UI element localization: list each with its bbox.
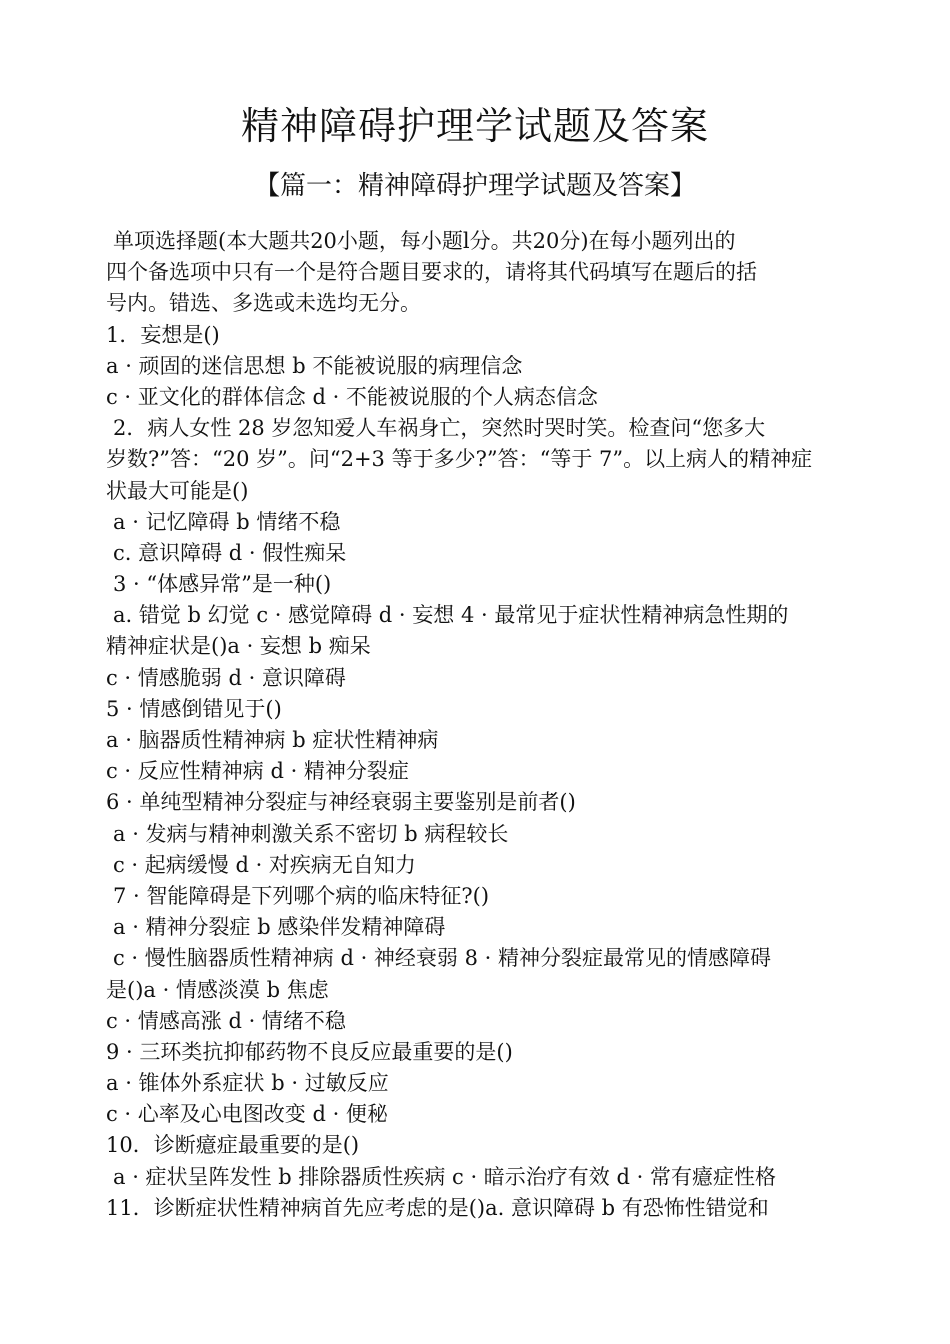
- text-line: 6 · 单纯型精神分裂症与神经衰弱主要鉴别是前者(): [106, 790, 576, 815]
- text-line: 5 · 情感倒错见于(): [106, 696, 282, 721]
- text-line: 四个备选项中只有一个是符合题目要求的，请将其代码填写在题后的括: [106, 260, 757, 285]
- text-line: a. 错觉 b 幻觉 c · 感觉障碍 d · 妄想 4 · 最常见于症状性精神病急性期的: [113, 603, 789, 628]
- text-line: 7 · 智能障碍是下列哪个病的临床特征?(): [113, 883, 490, 908]
- text-line: c · 亚文化的群体信念 d · 不能被说服的个人病态信念: [106, 384, 598, 409]
- text-line: 是()a · 情感淡漠 b 焦虑: [106, 977, 329, 1002]
- text-line: a · 锥体外系症状 b · 过敏反应: [106, 1071, 389, 1096]
- text-line: c · 反应性精神病 d · 精神分裂症: [106, 759, 409, 784]
- text-line: c · 情感高涨 d · 情绪不稳: [106, 1008, 346, 1033]
- text-line: c · 心率及心电图改变 d · 便秘: [106, 1102, 388, 1127]
- document-title: 精神障碍护理学试题及答案: [240, 104, 709, 148]
- text-line: 单项选择题(本大题共20小题，每小题l分。共20分)在每小题列出的: [113, 229, 736, 253]
- text-line: 3 · “体感异常”是一种(): [113, 572, 332, 597]
- text-line: 岁数?”答：“20 岁”。问“2+3 等于多少?”答：“等于 7”。以上病人的精神症: [106, 447, 813, 472]
- text-line: 9 · 三环类抗抑郁药物不良反应最重要的是(): [106, 1039, 513, 1064]
- text-line: c · 情感脆弱 d · 意识障碍: [106, 665, 346, 690]
- text-line: c · 起病缓慢 d · 对疾病无自知力: [113, 852, 416, 877]
- text-line: 状最大可能是(): [106, 478, 249, 503]
- text-line: 2．病人女性 28 岁忽知爱人车祸身亡，突然时哭时笑。检查问“您多大: [113, 416, 766, 441]
- text-line: 精神症状是()a · 妄想 b 痴呆: [106, 634, 371, 659]
- text-line: a · 症状呈阵发性 b 排除器质性疾病 c · 暗示治疗有效 d · 常有癔症性格: [113, 1164, 776, 1189]
- text-line: a · 顽固的迷信思想 b 不能被说服的病理信念: [106, 353, 523, 378]
- text-line: 号内。错选、多选或未选均无分。: [106, 291, 421, 316]
- text-line: c · 慢性脑器质性精神病 d · 神经衰弱 8 · 精神分裂症最常见的情感障碍: [113, 946, 771, 971]
- document-subtitle: 【篇一：精神障碍护理学试题及答案】: [253, 171, 696, 201]
- text-line: a · 精神分裂症 b 感染伴发精神障碍: [113, 915, 446, 940]
- text-line: 10．诊断癔症最重要的是(): [106, 1133, 360, 1158]
- text-line: a · 脑器质性精神病 b 症状性精神病: [106, 728, 439, 752]
- text-line: a · 记忆障碍 b 情绪不稳: [113, 509, 341, 534]
- document-body: [106, 226, 866, 1224]
- text-line: 11．诊断症状性精神病首先应考虑的是()a. 意识障碍 b 有恐怖性错觉和: [106, 1195, 769, 1220]
- text-line: a · 发病与精神刺激关系不密切 b 病程较长: [113, 821, 509, 846]
- text-line: 1．妄想是(): [106, 322, 220, 347]
- text-line: c. 意识障碍 d · 假性痴呆: [113, 540, 347, 565]
